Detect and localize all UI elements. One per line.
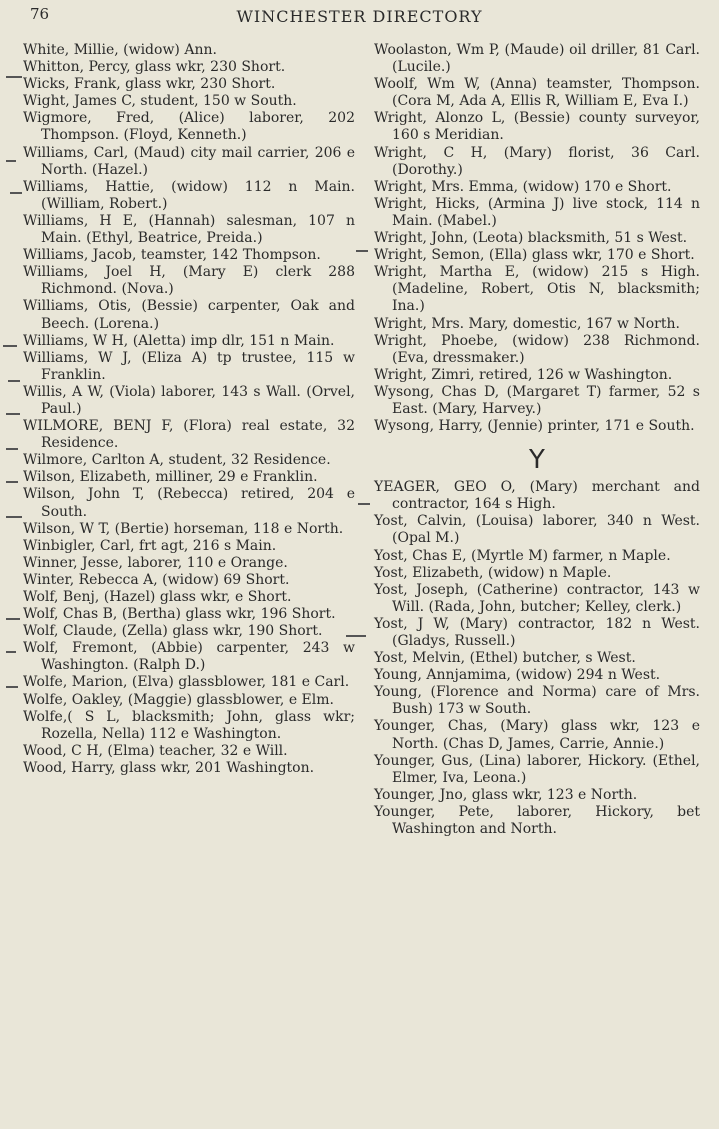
directory-entry: Younger, Chas, (Mary) glass wkr, 123 e North. (Chas D, James, Carrie, Annie.) [374,718,700,752]
directory-entry: Wright, Martha E, (widow) 215 s High. (Madeline, Robert, Otis N, blacksmith; Ina.) [374,264,700,315]
directory-entry: Winner, Jesse, laborer, 110 e Orange. [23,554,288,571]
directory-entry: Wilmore, Carlton A, student, 32 Residence. [23,452,331,469]
pencil-mark [6,686,18,688]
pencil-mark [6,516,22,518]
directory-entry: Wilson, Elizabeth, milliner, 29 e Franklin. [23,469,318,486]
pencil-mark [346,635,366,637]
directory-entry: Williams, Joel H, (Mary E) clerk 288 Richmond. (Nova.) [23,264,355,298]
directory-entry: Young, (Florence and Norma) care of Mrs. Bush) 173 w South. [374,684,700,718]
directory-entry: Wright, Hicks, (Armina J) live stock, 114 n Main. (Mabel.) [374,195,700,229]
directory-entry: Yost, Chas E, (Myrtle M) farmer, n Maple. [374,547,671,564]
pencil-mark [6,413,20,415]
directory-entry: Wright, Mrs. Emma, (widow) 170 e Short. [374,178,672,195]
directory-entry: Yost, Calvin, (Louisa) laborer, 340 n West. (Opal M.) [374,513,700,547]
pencil-mark [356,250,368,252]
directory-entry: Younger, Pete, laborer, Hickory, bet Washington and North. [374,803,700,838]
directory-entry: Woolf, Wm W, (Anna) teamster, Thompson. (Cora M, Ada A, Ellis R, William E, Eva I.) [374,76,700,110]
directory-entry: YEAGER, GEO O, (Mary) merchant and contractor, 164 s High. [374,479,700,513]
directory-entry: Wright, John, (Leota) blacksmith, 51 s West. [374,230,688,247]
directory-entry: WILMORE, BENJ F, (Flora) real estate, 32 Residence. [23,418,355,452]
directory-entry: Wolfe, Oakley, (Maggie) glassblower, e Elm. [23,691,334,708]
directory-entry: Wolf, Benj, (Hazel) glass wkr, e Short. [23,589,292,605]
page-number: 76 [30,5,50,23]
directory-entry: Wright, Zimri, retired, 126 w Washington. [374,366,673,383]
directory-entry: Wilson, John T, (Rebecca) retired, 204 e South. [23,486,355,520]
directory-entry: Willis, A W, (Viola) laborer, 143 s Wall. (Orvel, Paul.) [23,383,355,417]
pencil-mark [6,76,22,78]
pencil-mark [6,618,20,620]
right-column-w-entries [374,42,700,435]
left-column [23,42,355,777]
pencil-mark [10,192,22,194]
page-title: WINCHESTER DIRECTORY [236,7,483,26]
directory-entry: Wilson, W T, (Bertie) horseman, 118 e North. [23,520,344,537]
directory-entry: Young, Annjamima, (widow) 294 n West. [374,667,661,684]
directory-entry: Winter, Rebecca A, (widow) 69 Short. [23,571,290,588]
pencil-mark [6,481,18,483]
directory-entry: Whitton, Percy, glass wkr, 230 Short. [23,59,286,76]
directory-entry: Woolaston, Wm P, (Maude) oil driller, 81 Carl. (Lucile.) [374,42,700,76]
directory-entry: Wright, Semon, (Ella) glass wkr, 170 e Short. [374,247,695,264]
right-column-y-entries [374,479,700,838]
pencil-mark [358,503,370,505]
directory-entry: Wolf, Chas B, (Bertha) glass wkr, 196 Short. [23,606,336,623]
directory-entry: Williams, Carl, (Maud) city mail carrier, 206 e North. (Hazel.) [23,144,355,178]
directory-entry: Younger, Gus, (Lina) laborer, Hickory. (Ethel, Elmer, Iva, Leona.) [374,752,700,786]
directory-entry: Younger, Jno, glass wkr, 123 e North. [374,786,638,803]
directory-entry: Williams, Hattie, (widow) 112 n Main. (William, Robert.) [23,178,355,212]
directory-entry: Yost, Joseph, (Catherine) contractor, 143 w Will. (Rada, John, butcher; Kelley, clerk.) [374,581,700,615]
directory-entry: Wood, C H, (Elma) teacher, 32 e Will. [23,742,288,759]
directory-entry: Winbigler, Carl, frt agt, 216 s Main. [23,537,277,554]
pencil-mark [6,448,18,450]
directory-entry: Williams, W J, (Eliza A) tp trustee, 115 w Franklin. [23,349,355,383]
directory-entry: Williams, Otis, (Bessie) carpenter, Oak and Beech. (Lorena.) [23,298,355,332]
pencil-mark [3,345,17,347]
directory-entry: Wigmore, Fred, (Alice) laborer, 202 Thompson. (Floyd, Kenneth.) [23,110,355,144]
directory-entry: Wolfe, Marion, (Elva) glassblower, 181 e Carl. [23,674,350,691]
directory-entry: Wright, Alonzo L, (Bessie) county surveyor, 160 s Meridian. [374,110,700,144]
directory-entry: Wysong, Harry, (Jennie) printer, 171 e South. [374,418,695,435]
directory-entry: Wolfe,( S L, blacksmith; John, glass wkr; Rozella, Nella) 112 e Washington. [23,708,355,742]
directory-entry: Yost, J W, (Mary) contractor, 182 n West. (Gladys, Russell.) [374,615,700,649]
directory-entry: Wight, James C, student, 150 w South. [23,93,297,110]
directory-entry: Williams, W H, (Aletta) imp dlr, 151 n Main. [23,332,335,349]
section-letter-heading: Y [529,445,545,476]
pencil-mark [8,380,20,382]
directory-entry: White, Millie, (widow) Ann. [23,42,217,58]
right-column [374,42,700,838]
directory-entry: Yost, Melvin, (Ethel) butcher, s West. [374,650,636,667]
directory-entry: Yost, Elizabeth, (widow) n Maple. [374,564,612,581]
directory-entry: Wood, Harry, glass wkr, 201 Washington. [23,759,315,776]
directory-entry: Wright, Mrs. Mary, domestic, 167 w North. [374,315,680,332]
directory-entry: Wolf, Claude, (Zella) glass wkr, 190 Short. [23,623,323,640]
directory-entry: Wright, Phoebe, (widow) 238 Richmond. (Eva, dressmaker.) [374,332,700,366]
directory-entry: Williams, Jacob, teamster, 142 Thompson. [23,247,321,264]
pencil-mark [6,160,16,162]
directory-entry: Wright, C H, (Mary) florist, 36 Carl. (Dorothy.) [374,144,700,178]
directory-entry: Wicks, Frank, glass wkr, 230 Short. [23,76,276,93]
directory-entry: Williams, H E, (Hannah) salesman, 107 n Main. (Ethyl, Beatrice, Preida.) [23,212,355,247]
pencil-mark [6,651,16,653]
directory-entry: Wolf, Fremont, (Abbie) carpenter, 243 w Washington. (Ralph D.) [23,640,355,674]
directory-entry: Wysong, Chas D, (Margaret T) farmer, 52 s East. (Mary, Harvey.) [374,383,700,417]
